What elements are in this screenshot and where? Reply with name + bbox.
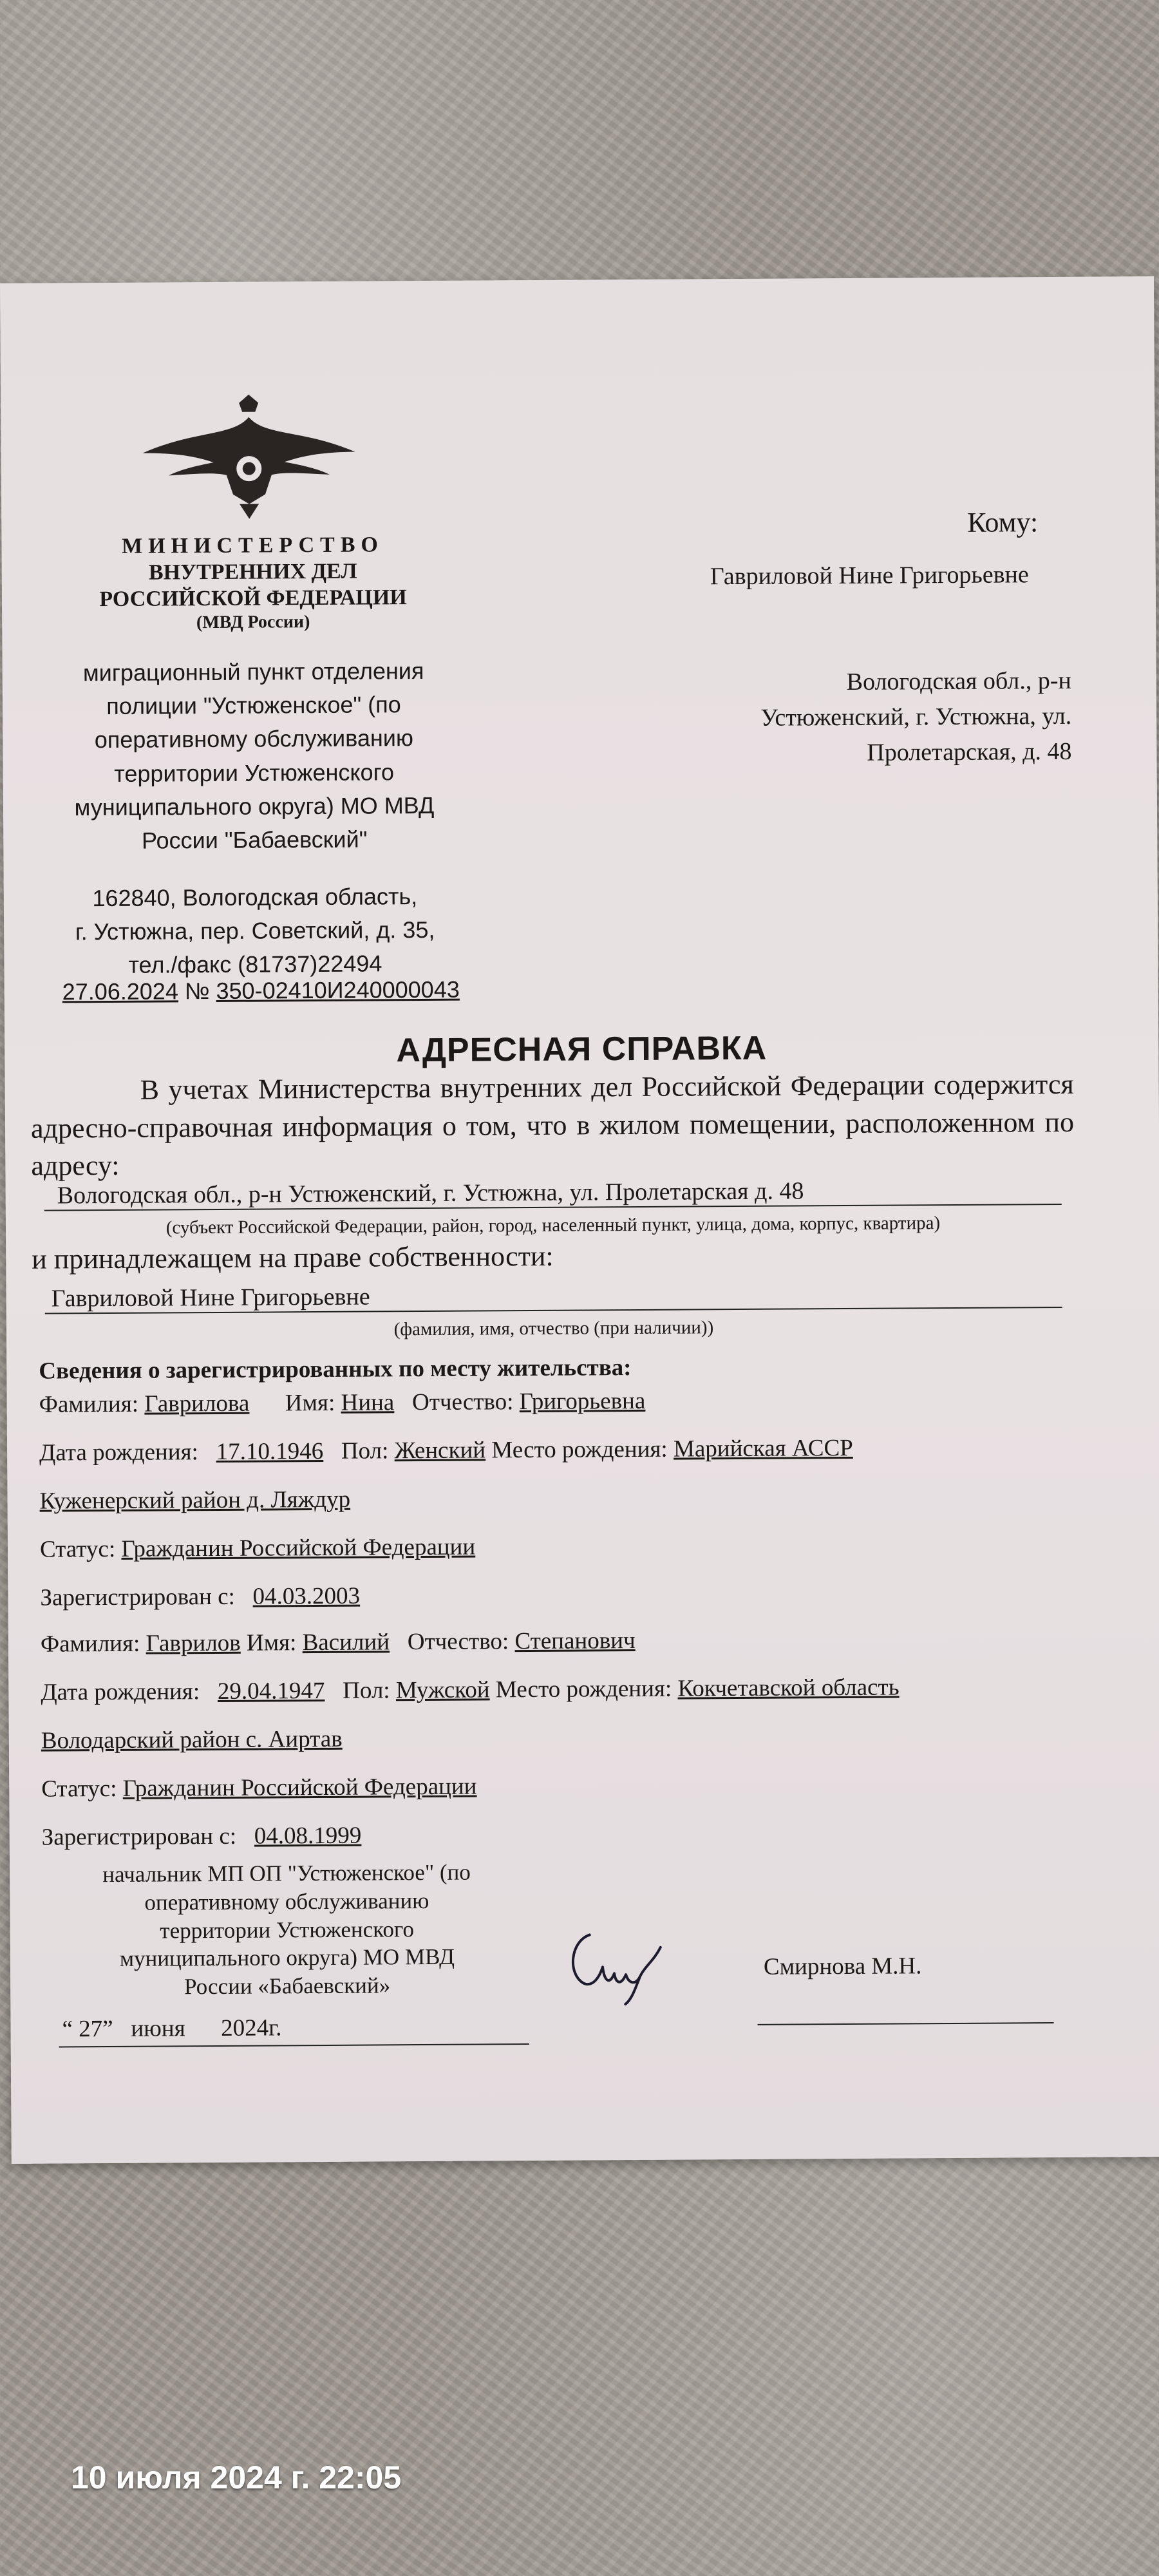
- document-title: АДРЕСНАЯ СПРАВКА: [396, 1029, 768, 1070]
- status-label: Статус:: [41, 1775, 117, 1803]
- document-number: 350-02410И240000043: [216, 976, 460, 1004]
- person-1-status-row: [40, 1533, 475, 1564]
- mvd-eagle-emblem-icon: [136, 391, 362, 521]
- signatory-position: [55, 1858, 519, 2002]
- document-registration: [62, 976, 460, 1006]
- issuer-address-line: г. Устюжна, пер. Советский, д. 35,: [75, 916, 435, 945]
- registered-since-label: Зарегистрирован с:: [40, 1583, 235, 1611]
- issuer-unit: [41, 654, 467, 858]
- person-2-sex: Мужской: [395, 1676, 490, 1704]
- surname-label: Фамилия:: [39, 1390, 139, 1418]
- signatory-position-line: территории Устюженского: [160, 1916, 415, 1944]
- birth-date-label: Дата рождения:: [39, 1439, 199, 1466]
- owner-name-value: Гавриловой Нине Григорьевне: [51, 1283, 370, 1312]
- ministry-line-1: МИНИСТЕРСТВО: [121, 533, 384, 558]
- person-2-birth-date: 29.04.1947: [217, 1677, 325, 1705]
- handwritten-signature-icon: [564, 1922, 674, 2006]
- signatory-position-line: муниципального округа) МО МВД: [119, 1944, 455, 1972]
- recipient-name: Гавриловой Нине Григорьевне: [710, 561, 1029, 591]
- issuer-unit-line: муниципального округа) МО МВД: [74, 791, 435, 821]
- property-address-field: [44, 1175, 1062, 1211]
- person-2-birth-place-cont-row: [41, 1725, 343, 1755]
- ministry-line-3: РОССИЙСКОЙ ФЕДЕРАЦИИ: [99, 585, 407, 611]
- person-1-surname: Гаврилова: [144, 1390, 250, 1417]
- signatory-name-line: [758, 2022, 1054, 2025]
- sex-label: Пол:: [343, 1677, 390, 1704]
- photo-timestamp: 10 июля 2024 г. 22:05: [71, 2459, 402, 2496]
- person-1-patronymic: Григорьевна: [519, 1387, 646, 1416]
- address-hint: (субъект Российской Федерации, район, город, населенный пункт, улица, дома, корпус, квартира): [165, 1213, 941, 1238]
- signature-date-month: июня: [131, 2015, 185, 2042]
- signatory-position-line: начальник МП ОП "Устюженское" (по: [102, 1859, 471, 1888]
- birth-date-label: Дата рождения:: [41, 1678, 200, 1706]
- name-label: Имя:: [246, 1629, 297, 1656]
- signatory-position-line: оперативному обслуживанию: [144, 1888, 429, 1915]
- registered-section-title: Сведения о зарегистрированных по месту жительства:: [39, 1354, 632, 1385]
- person-2-birth-place-cont: Володарский район с. Аиртав: [41, 1725, 343, 1754]
- issuer-unit-line: России "Бабаевский": [141, 826, 368, 854]
- person-2-registered-row: [42, 1822, 362, 1852]
- issuer-unit-line: территории Устюженского: [114, 758, 395, 787]
- person-1-name-row: [39, 1387, 646, 1419]
- person-1-birth-row: [39, 1434, 853, 1467]
- number-sign: №: [184, 978, 210, 1005]
- person-2-name-row: [41, 1627, 636, 1658]
- ministry-line-4: (МВД России): [196, 612, 310, 633]
- person-2-status-row: [41, 1773, 476, 1803]
- signature-date-day: “ 27”: [62, 2015, 113, 2043]
- sex-label: Пол:: [341, 1437, 389, 1464]
- document-sheet: [0, 276, 1159, 2164]
- birth-place-label: Место рождения:: [491, 1435, 668, 1464]
- recipient-address-line: Устюженский, г. Устюжна, ул.: [760, 702, 1072, 732]
- issuer-address-line: тел./факс (81737)22494: [128, 950, 382, 979]
- signatory-name: Смирнова М.Н.: [763, 1953, 922, 1980]
- recipient-label: Кому:: [967, 506, 1039, 538]
- person-2-name: Василий: [302, 1629, 390, 1656]
- person-2-birth-row: [41, 1674, 899, 1707]
- issuer-address-line: 162840, Вологодская область,: [92, 883, 418, 912]
- property-address-value: Вологодская обл., р-н Устюженский, г. Устюжна, ул. Пролетарская д. 48: [57, 1177, 804, 1209]
- person-1-birth-place: Марийская АССР: [673, 1434, 853, 1463]
- document-date: 27.06.2024: [62, 978, 179, 1005]
- person-2-birth-place: Кокчетавской область: [677, 1674, 900, 1702]
- person-2-patronymic: Степанович: [514, 1627, 636, 1655]
- registered-since-label: Зарегистрирован с:: [41, 1823, 237, 1851]
- person-1-status: Гражданин Российской Федерации: [121, 1533, 476, 1562]
- person-1-registered-since: 04.03.2003: [252, 1582, 361, 1610]
- person-1-birth-date: 17.10.1946: [216, 1437, 324, 1465]
- recipient-address-line: Вологодская обл., р-н: [846, 667, 1071, 696]
- issuer-unit-line: миграционный пункт отделения: [82, 657, 424, 687]
- issuer-unit-line: полиции "Устюженское" (по: [106, 691, 401, 720]
- person-1-birth-place-cont-row: [39, 1486, 350, 1515]
- intro-paragraph: В учетах Министерства внутренних дел Российской Федерации содержится адресно-справочная информация о том, что в жилом помещении, расположенном по адресу:: [30, 1068, 1075, 1182]
- patronymic-label: Отчество:: [407, 1628, 509, 1656]
- issuer-address: [42, 880, 468, 983]
- person-2-surname: Гаврилов: [146, 1629, 241, 1657]
- owner-hint: (фамилия, имя, отчество (при наличии)): [393, 1317, 714, 1340]
- owner-name-field: [44, 1278, 1062, 1314]
- signature-date: [62, 2014, 281, 2043]
- name-label: Имя:: [285, 1389, 335, 1417]
- signature-date-line: [59, 2043, 529, 2047]
- issuer-unit-line: оперативному обслуживанию: [94, 724, 414, 753]
- ministry-line-2: ВНУТРЕННИХ ДЕЛ: [148, 559, 357, 585]
- signatory-position-line: России «Бабаевский»: [184, 1973, 391, 2000]
- surname-label: Фамилия:: [40, 1630, 140, 1658]
- person-1-name: Нина: [341, 1389, 395, 1416]
- person-1-birth-place-cont: Куженерский район д. Ляждур: [39, 1486, 351, 1515]
- person-2-status: Гражданин Российской Федерации: [122, 1773, 477, 1802]
- person-1-sex: Женский: [394, 1437, 486, 1464]
- ministry-header: [53, 532, 453, 635]
- status-label: Статус:: [39, 1535, 116, 1563]
- ownership-label: и принадлежащем на праве собственности:: [32, 1240, 554, 1275]
- patronymic-label: Отчество:: [411, 1388, 514, 1416]
- person-1-registered-row: [40, 1582, 360, 1612]
- recipient-address-line: Пролетарская, д. 48: [867, 738, 1072, 766]
- recipient-address: [711, 663, 1072, 772]
- signature-date-year: 2024г.: [221, 2014, 282, 2041]
- person-2-registered-since: 04.08.1999: [254, 1822, 362, 1850]
- birth-place-label: Место рождения:: [495, 1675, 672, 1703]
